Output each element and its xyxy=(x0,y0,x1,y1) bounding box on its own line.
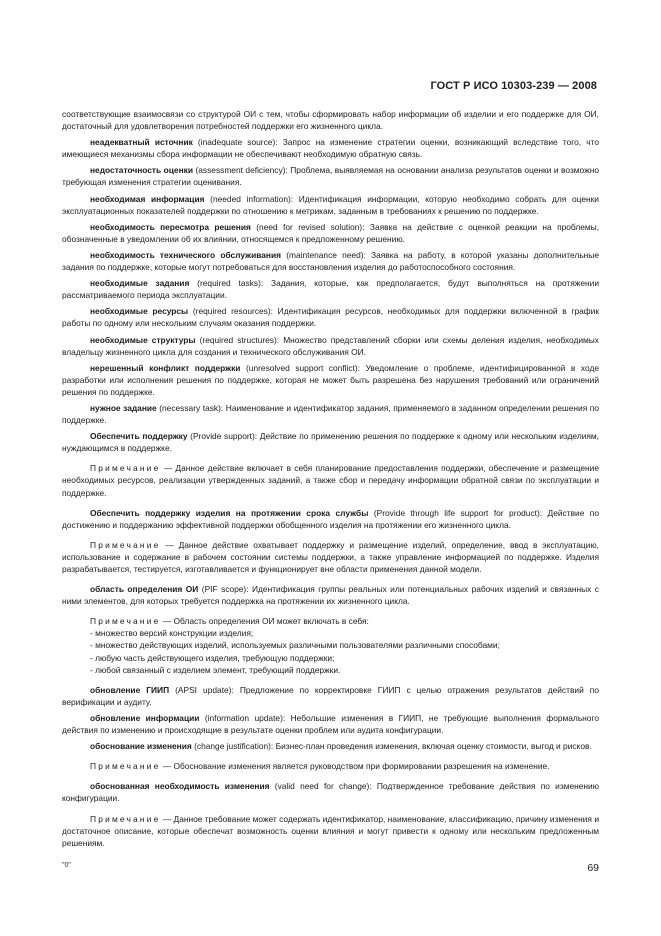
list-item: - множество действующих изделий, используемых различными пользователями различными способами; xyxy=(90,640,500,651)
term: Обеспечить поддержку изделия на протяжении срока службы xyxy=(90,507,369,518)
definition-text: (maintenance need): Заявка на работу, в которой указаны дополнительные задания по поддержке, которые могут потребоваться для восстановления изделия до работоспособного состояния. xyxy=(62,249,599,273)
definition-required-tasks xyxy=(62,277,599,301)
note-text: — Область определения ОИ может включать в себя: xyxy=(160,616,369,627)
note-text: — Данное требование может содержать идентификатор, наименование, классификацию, причину изменения и достаточное описание, которые обеспечат возможность оценки влияния и могут привести к одному или нескольким предложенным решениям. xyxy=(62,813,599,848)
definition-text: (Provide through life support for product): Действие по достижению и поддержанию эффективной поддержки обобщенного изделия на протяжении его жизненного цикла. xyxy=(62,507,599,530)
term: необходимые ресурсы xyxy=(90,306,189,317)
definition-provide-through-life-support xyxy=(62,507,599,531)
term: необходимая информация xyxy=(90,193,205,204)
definition-necessary-task xyxy=(62,402,599,426)
definition-provide-support xyxy=(62,430,599,454)
paragraph-continuation: соответствующие взаимосвязи со структурой ОИ с тем, чтобы сформировать набор информации об изделии и его поддержке для ОИ, достаточный для удовлетворения потребностей поддержки его жизненного цикла. xyxy=(62,109,599,132)
page-number: 69 xyxy=(587,862,599,874)
definition-text: (required tasks): Задания, которые, как предполагается, будут выполняться на протяжении рассматриваемого периода эксплуатации. xyxy=(62,278,599,301)
term: область определения ОИ xyxy=(90,584,199,595)
definition-inadequate-source xyxy=(62,136,599,160)
definition-valid-need-for-change xyxy=(62,780,599,804)
note-through-life-support xyxy=(62,539,599,575)
note-label: Примечание xyxy=(90,539,161,550)
note-valid-need-for-change xyxy=(62,813,599,849)
term: необходимость технического обслуживания xyxy=(90,249,282,260)
definition-pif-scope xyxy=(62,583,599,607)
definition-required-structures xyxy=(62,334,599,358)
note-provide-support xyxy=(62,462,599,498)
definition-text: (PIF scope): Идентификация группы реальных или потенциальных рабочих изделий и связанных с ними элементов, для которых требуется поддержка на протяжении их жизненного цикла. xyxy=(62,584,599,607)
definition-information-update xyxy=(62,712,599,736)
term: недостаточность оценки xyxy=(90,165,193,176)
definition-text: (APSI update): Предложение по корректировке ГИИП с целью отражения результатов действий по верификации и аудиту. xyxy=(62,684,599,707)
definition-text: (required resources): Идентификация ресурсов, необходимых для поддержки включенной в график работы по одному или нескольким случаям оказания поддержки. xyxy=(62,306,599,329)
term: необходимые структуры xyxy=(90,334,196,345)
note-text: — Обоснование изменения является руководством при формировании разрешения на изменение. xyxy=(160,761,550,772)
definition-text: (Provide support): Действие по применению решения по поддержке к одному или нескольким изделиям, нуждающимся в поддержке. xyxy=(62,431,599,454)
document-header: ГОСТ Р ИСО 10303-239 — 2008 xyxy=(430,80,597,92)
definition-text: (unresolved support conflict): Уведомление о проблеме, идентифицированной в ходе разработки или исполнения решения по поддержке, которая не может быть разрешена без нарушения требований или ограничений решения по поддержке. xyxy=(62,362,599,397)
definition-text: (need for revised solution): Заявка на действие с оценкой реакции на проблемы, обозначенные в уведомлении об их влиянии, относящемся к предложенному решению. xyxy=(62,221,599,244)
definition-change-justification xyxy=(62,740,599,752)
term: необходимые задания xyxy=(90,278,190,289)
term: нужное задание xyxy=(90,402,157,413)
note-text: — Данное действие охватывает поддержку и размещение изделий, определение, ввод в эксплуатацию, использование и содержание в рабочем состоянии системы поддержки, а также управление информацией по поддержке. Изделия разрабатывается, тестируется, изготавливается и функционирует вне области применения данной модели. xyxy=(62,539,599,574)
note-label: Примечание xyxy=(90,463,161,474)
term: обновление информации xyxy=(90,712,200,723)
definition-text: (change justification): Бизнес-план проведения изменения, включая оценку стоимости, выгод и рисков. xyxy=(191,741,592,752)
definition-text: (required structures): Множество представлений сборки или схемы деления изделия, необходимых владельцу жизненного цикла для создания и технического обслуживания ОИ. xyxy=(62,334,599,357)
footer-mark: "0" xyxy=(62,862,71,869)
definition-text: (information update): Небольшие изменения в ГИИП, не требующие выполнения формального действия по изменению и происходящие в результате оценки проблем или аудита конфигурации. xyxy=(62,712,599,736)
note-change-justification xyxy=(62,760,599,772)
note-label: Примечание xyxy=(90,616,161,627)
definition-text: (valid need for change): Подтвержденное требование действия по изменению конфигурации. xyxy=(62,781,599,804)
term: обоснование изменения xyxy=(90,741,192,752)
list-item: - любую часть действующего изделия, требующую поддержки; xyxy=(90,652,335,663)
note-pif-scope-list xyxy=(62,627,599,675)
definition-text: (assessment deficiency): Проблема, выявляемая на основании анализа результатов оценки и возможно требующая изменения стратегии оценивания. xyxy=(62,165,599,188)
definition-text: (necessary task): Наименование и идентификатор задания, применяемого в заданном определении решения по поддержке. xyxy=(62,402,599,426)
definition-need-for-revised-solution xyxy=(62,221,599,245)
note-text: — Данное действие включает в себя планирование предоставления поддержки, обеспечение и размещение необходимых ресурсов, реализации утвержденных заданий, а также сбор и передачу информации обратной связи по эксплуатации и поддержке. xyxy=(62,463,599,498)
note-label: Примечание xyxy=(90,761,161,772)
list-item: - любой связанный с изделием элемент, требующий поддержки. xyxy=(90,664,341,675)
definition-required-resources xyxy=(62,305,599,329)
list-item: - множество версий конструкции изделия; xyxy=(90,628,254,639)
term: Обеспечить поддержку xyxy=(90,431,188,442)
definition-text: (inadequate source): Запрос на изменение стратегии оценки, возникающий вследствие того, что имеющиеся механизмы сбора информации не обеспечивают необходимую обратную связь. xyxy=(62,137,599,160)
term: обновление ГИИП xyxy=(90,684,170,695)
note-pif-scope xyxy=(62,615,599,627)
definition-assessment-deficiency xyxy=(62,164,599,188)
term: обоснованная необходимость изменения xyxy=(90,781,270,792)
definition-maintenance-need xyxy=(62,249,599,273)
note-label: Примечание xyxy=(90,813,161,824)
definition-apsi-update xyxy=(62,684,599,708)
document-body xyxy=(62,108,599,857)
term: нерешенный конфликт поддержки xyxy=(90,362,241,373)
term: неадекватный источник xyxy=(90,137,193,148)
definition-unresolved-support-conflict xyxy=(62,362,599,398)
definition-text: (needed information): Идентификация информации, которую необходимо собрать для оценки эксплуатационных показателей поддержки по отношению к метрикам, заданным в требованиях к решению по поддержке. xyxy=(62,193,599,216)
definition-needed-information xyxy=(62,193,599,217)
term: необходимость пересмотра решения xyxy=(90,221,251,232)
